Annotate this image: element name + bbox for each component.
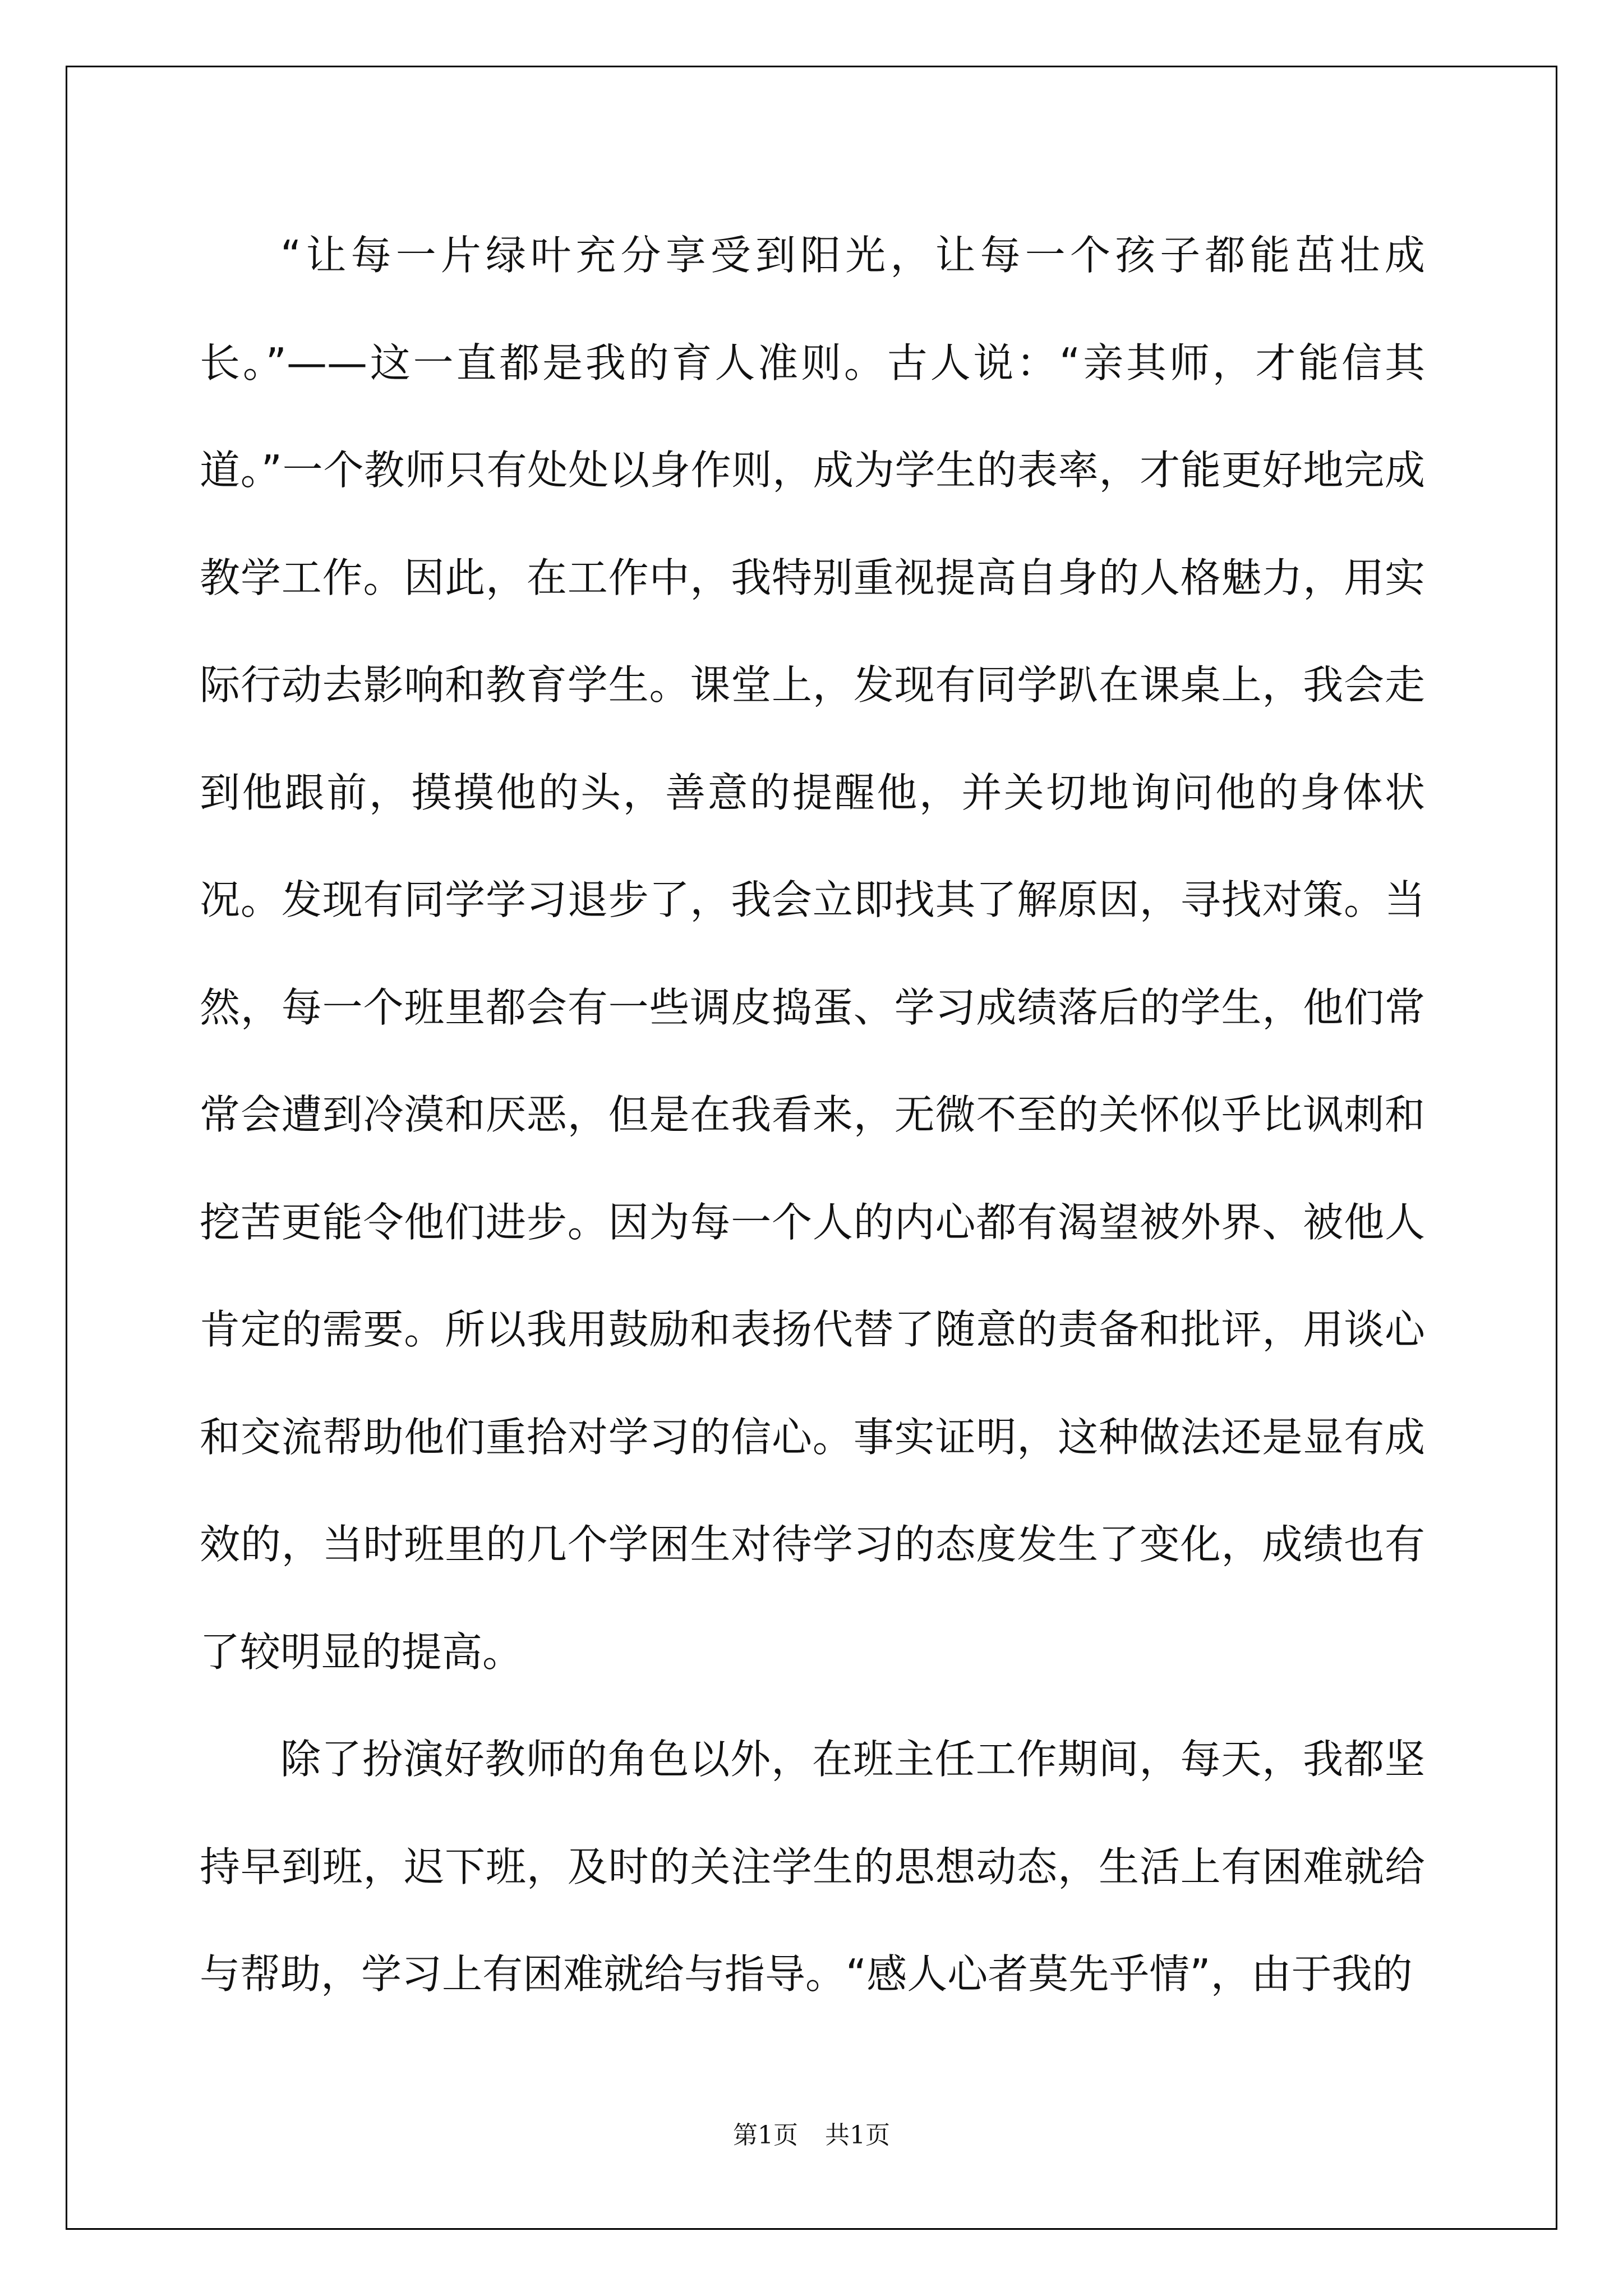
page-footer <box>0 2115 1623 2151</box>
page-number: 第1页 <box>733 2121 798 2150</box>
paragraph-1: “让每一片绿叶充分享受到阳光，让每一个孩子都能茁壮成长。”——这一直都是我的育人准则。古人说：“亲其师，才能信其道。”一个教师只有处处以身作则，成为学生的表率，才能更好地完成教学工作。因此，在工作中，我特别重视提高自身的人格魅力，用实际行动去影响和教育学生。课堂上，发现有同学趴在课桌上，我会走到他跟前，摸摸他的头，善意的提醒他，并关切地询问他的身体状况。发现有同学学习退步了，我会立即找其了解原因，寻找对策。当然，每一个班里都会有一些调皮捣蛋、学习成绩落后的学生，他们常常会遭到冷漠和厌恶，但是在我看来，无微不至的关怀似乎比讽刺和挖苦更能令他们进步。因为每一个人的内心都有渴望被外界、被他人肯定的需要。所以我用鼓励和表扬代替了随意的责备和批评，用谈心和交流帮助他们重拾对学习的信心。事实证明，这种做法还是显有成效的，当时班里的几个学困生对待学习的态度发生了变化，成绩也有了较明显的提高。 <box>200 232 1425 1676</box>
page-total: 共1页 <box>825 2121 890 2150</box>
paragraph-2: 除了扮演好教师的角色以外，在班主任工作期间，每天，我都坚持早到班，迟下班，及时的关注学生的思想动态，生活上有困难就给与帮助，学习上有困难就给与指导。“感人心者莫先乎情”，由于我的 <box>200 1736 1425 1998</box>
document-body <box>200 202 1425 2028</box>
